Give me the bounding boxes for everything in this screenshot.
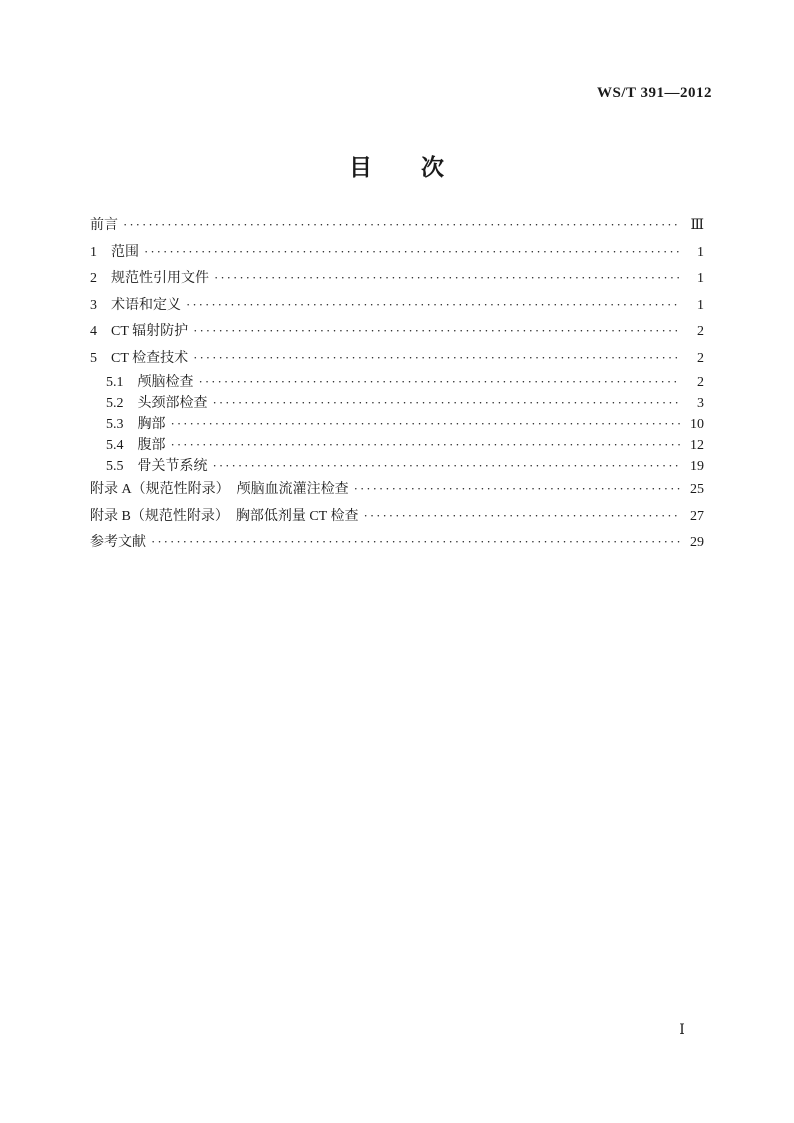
toc-entry-label: 1 范围: [90, 244, 139, 260]
toc-page-number: 12: [690, 438, 704, 453]
toc-dot-leader: [193, 324, 680, 339]
toc-entry: [90, 529, 704, 556]
toc-page-number: 25: [690, 482, 704, 497]
toc-entry: [90, 318, 704, 345]
toc-entry-label: 参考文献: [90, 535, 146, 550]
toc-page-number: 3: [697, 396, 704, 411]
table-of-contents: [90, 212, 704, 556]
toc-entry: [90, 212, 704, 239]
toc-page-number: 2: [697, 375, 704, 390]
toc-page-number: 1: [697, 244, 704, 260]
toc-entry-label: 5.5 骨关节系统: [106, 459, 208, 474]
toc-dot-leader: [199, 375, 681, 390]
toc-entry: [90, 413, 704, 434]
toc-entry: [90, 371, 704, 392]
toc-entry-label: 5 CT 检查技术: [90, 350, 189, 366]
toc-dot-leader: [171, 417, 681, 432]
toc-page-number: 10: [690, 417, 704, 432]
toc-entry-label: 5.3 胸部: [106, 417, 166, 432]
toc-entry: [90, 476, 704, 503]
toc-page-number: Ⅲ: [690, 218, 704, 233]
toc-page-number: 1: [697, 297, 704, 313]
toc-entry-label: 3 术语和定义: [90, 297, 181, 313]
toc-entry: [90, 455, 704, 476]
toc-entry: [90, 503, 704, 530]
toc-dot-leader: [144, 245, 680, 260]
toc-entry-label: 前言: [90, 218, 118, 233]
toc-entry: [90, 265, 704, 292]
toc-page-number: 2: [697, 350, 704, 366]
toc-entry: [90, 434, 704, 455]
toc-page-number: 19: [690, 459, 704, 474]
toc-entry: [90, 345, 704, 372]
toc-dot-leader: [213, 396, 681, 411]
footer-page-number: Ⅰ: [679, 1023, 685, 1038]
toc-entry: [90, 292, 704, 319]
toc-dot-leader: [354, 482, 680, 497]
page-title: 目 次: [349, 154, 445, 180]
toc-entry-label: 4 CT 辐射防护: [90, 324, 189, 339]
toc-page-number: 1: [697, 271, 704, 286]
toc-entry-label: 2 规范性引用文件: [90, 271, 209, 286]
toc-entry-label: 5.4 腹部: [106, 438, 166, 453]
toc-entry: [90, 239, 704, 266]
toc-dot-leader: [186, 298, 680, 313]
toc-dot-leader: [193, 351, 680, 366]
toc-dot-leader: [171, 438, 681, 453]
standard-code-header: WS/T 391—2012: [597, 85, 712, 101]
toc-entry-label: 附录 A（规范性附录） 颅脑血流灌注检查: [90, 482, 349, 497]
toc-dot-leader: [151, 535, 680, 550]
toc-dot-leader: [214, 271, 680, 286]
toc-entry-label: 5.1 颅脑检查: [106, 375, 194, 390]
toc-page-number: 29: [690, 535, 704, 550]
toc-entry-label: 5.2 头颈部检查: [106, 396, 208, 411]
toc-dot-leader: [123, 218, 680, 233]
toc-dot-leader: [363, 509, 680, 524]
toc-entry: [90, 392, 704, 413]
toc-entry-label: 附录 B（规范性附录） 胸部低剂量 CT 检查: [90, 508, 359, 524]
toc-page-number: 2: [697, 324, 704, 339]
toc-dot-leader: [213, 459, 681, 474]
toc-page-number: 27: [690, 508, 704, 524]
